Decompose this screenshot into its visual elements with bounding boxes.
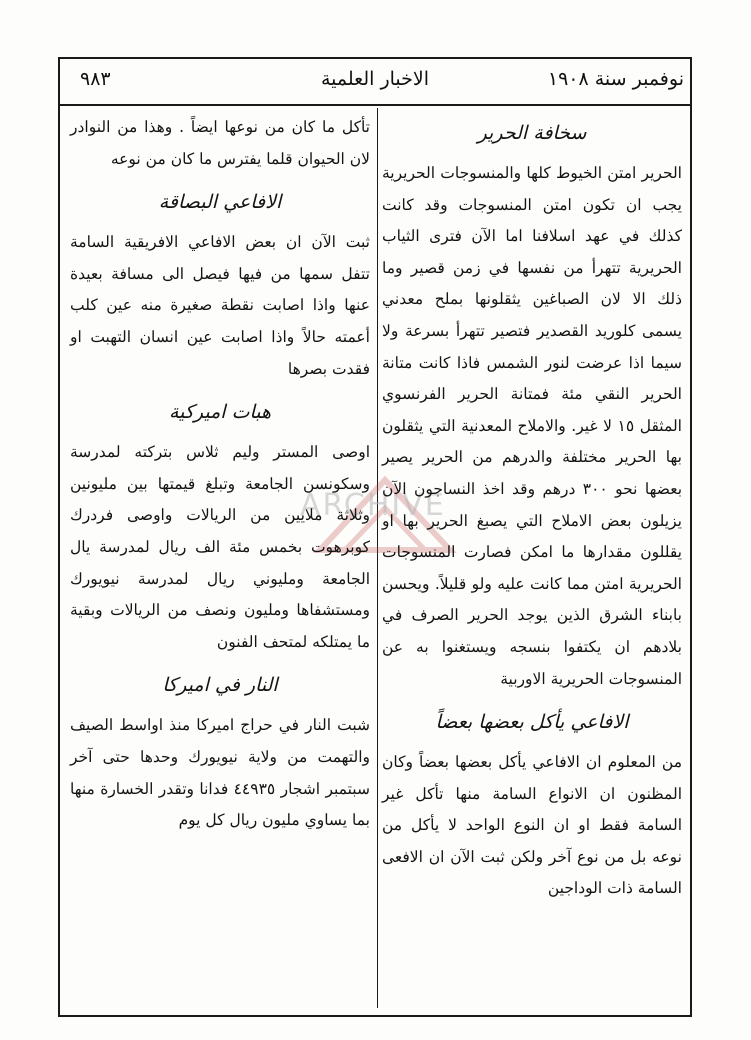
article-title-fire-america: النار في اميركا: [162, 674, 278, 697]
article-body-fire-america: شبت النار في حراج اميركا منذ اواسط الصيف والتهمت من ولاية نيويورك وحدها حتى آخر سبتمبر اشجار ٤٤٩٣٥ فدانا وتقدر الخسارة منها بما يساوي مليون ريال كل يوم: [70, 716, 370, 830]
article-title-silk: سخافة الحرير: [477, 122, 587, 144]
article-body-snakes-eat: من المعلوم ان الافاعي يأكل بعضها بعضاً وكان المظنون ان الانواع السامة منها تأكل غير السامة فقط او ان النوع الواحد لا يأكل من نوعه بل من نوع آخر ولكن ثبت الآن ان الافعى السامة ذات الوداجين: [382, 753, 682, 898]
article-title-american-bequests: هبات اميركية: [168, 401, 272, 424]
page-number: ٩٨٣: [80, 68, 111, 90]
article-title-snakes-eat: الافاعي يأكل بعضها بعضاً: [435, 711, 629, 734]
header-section-title: الاخبار العلمية: [320, 68, 430, 90]
left-column: [70, 112, 370, 837]
right-column: [382, 112, 682, 905]
article-continuation: تأكل ما كان من نوعها ايضاً . وهذا من النوادر لان الحيوان قلما يفترس ما كان من نوعه: [70, 118, 370, 168]
article-body-silk: الحرير امتن الخيوط كلها والمنسوجات الحريرية يجب ان تكون امتن المنسوجات وقد كانت كذلك في عهد اسلافنا اما الآن فترى الثياب الحريرية تتهرأ من نفسها في زمن قصير وما ذلك الا لان الصباغين يثقلونها بملح معدني يسمى كلوريد القصدير فتصير تتهرأ بسرعة ولا سيما اذا عرضت لنور الشمس فاذا كانت متانة الحرير النقي مئة فمتانة الحرير الفرنسوي المثقل ١٥ لا غير. والاملاح المعدنية التي يثقلون بها الحرير مختلفة والدرهم من الحرير يصير بعضها نحو ٣٠٠ درهم وقد اخذ النساجون الآن يزيلون بعض الاملاح التي يصبغ الحرير بها او يقللون مقدارها ما امكن فصارت المنسوجات الحريرية امتن مما كانت عليه ولو قليلاً. ويحسن بابناء الشرق الذين يوجد الحرير الصرف في بلادهم ان يكتفوا بنسجه ويستغنوا به عن المنسوجات الحريرية الاوربية: [382, 164, 683, 688]
header-divider: [60, 104, 690, 106]
header-date: نوفمبر سنة ١٩٠٨: [547, 68, 684, 90]
archive-watermark-text: ARCHIVE: [300, 488, 446, 523]
article-body-spitting-snakes: ثبت الآن ان بعض الافاعي الافريقية السامة تتفل سمها من فيها فيصل الى مسافة بعيدة عنها واذا اصابت نقطة صغيرة منه عين كلب أعمته حالاً واذا اصابت عين انسان التهبت او فقدت بصرها: [70, 233, 370, 378]
article-body-american-bequests: اوصى المستر وليم ثلاس بتركته لمدرسة وسكونسن الجامعة وتبلغ قيمتها بين مليونين وثلاثة ملايين من الريالات واوصى فردرك كوبرهوت بخمس مئة الف ريال لمدرسة يال الجامعة ومليوني ريال لمدرسة نيويورك ومستشفاها ومليون ونصف من الريالات وبقية ما يمتلكه لمتحف الفنون: [70, 443, 370, 651]
article-title-spitting-snakes: الافاعي البصاقة: [158, 191, 282, 214]
page-header: [60, 64, 690, 102]
